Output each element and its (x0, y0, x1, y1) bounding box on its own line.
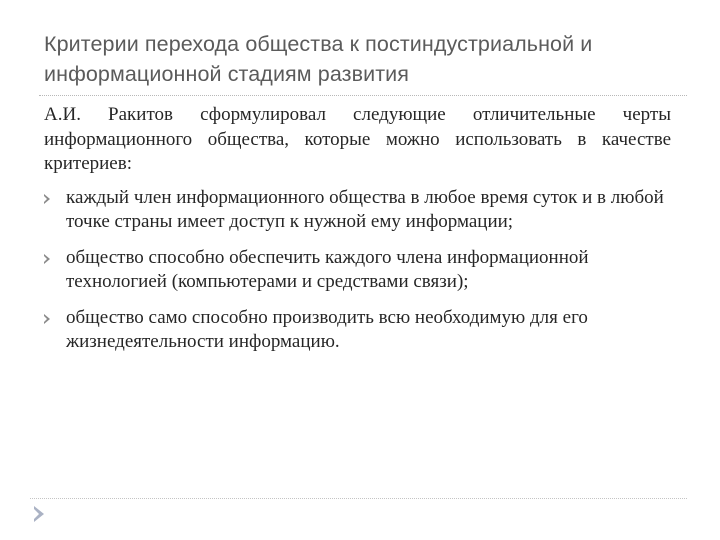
triangle-arrow-icon[interactable] (34, 506, 44, 522)
title-divider (39, 95, 687, 96)
bullet-list (44, 186, 671, 355)
bullet-item (44, 306, 671, 355)
slide-body (44, 103, 671, 366)
bullet-text: общество способно обеспечить каждого члена информационной технологией (компьютерами и средствами связи); (66, 246, 589, 292)
bullet-item (44, 246, 671, 295)
triangle-bullet-icon (44, 254, 50, 264)
bullet-text: общество само способно производить всю необходимую для его жизнедеятельности информацию. (66, 306, 588, 352)
triangle-bullet-icon (44, 314, 50, 324)
intro-paragraph: А.И. Ракитов сформулировал следующие отличительные черты информационного общества, которые можно использовать в качестве критериев: (44, 104, 671, 174)
slide-title: Критерии перехода общества к постиндустриальной и информационной стадиям развития (44, 32, 593, 86)
triangle-bullet-icon (44, 194, 50, 204)
bullet-item (44, 186, 671, 235)
bullet-text: каждый член информационного общества в любое время суток и в любой точке страны имеет доступ к нужной ему информации; (66, 186, 664, 232)
footer-divider (30, 498, 687, 499)
